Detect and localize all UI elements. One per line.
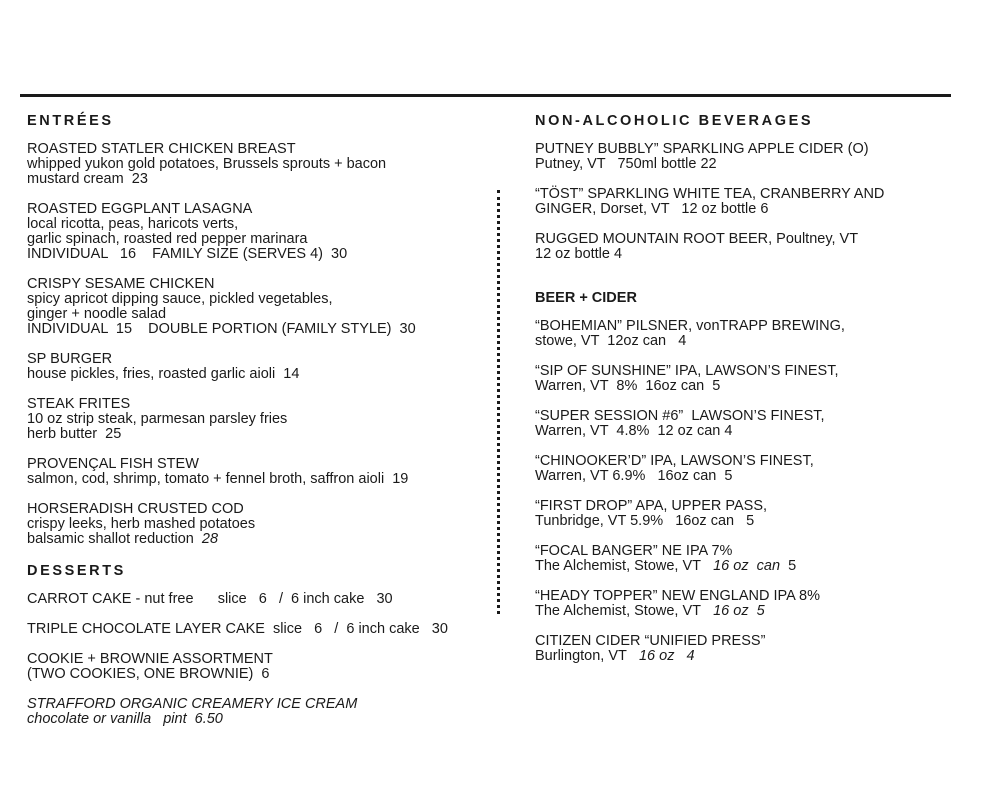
beer-first-drop (535, 499, 955, 529)
item-description: house pickles, fries, roasted garlic aioli 14 (27, 366, 300, 382)
menu-item-fish-stew (27, 457, 487, 487)
top-rule (20, 94, 951, 97)
item-name: STEAK FRITES (27, 396, 131, 412)
item-description: local ricotta, peas, haricots verts, (27, 216, 239, 232)
item-description: stowe, VT 12oz can 4 (535, 333, 687, 349)
item-description: 10 oz strip steak, parmesan parsley fries (27, 411, 288, 427)
item-price: INDIVIDUAL 15 DOUBLE PORTION (FAMILY STYLE) 30 (27, 321, 416, 337)
item-description: Warren, VT 4.8% 12 oz can 4 (535, 423, 733, 439)
beer-cider-heading: BEER + CIDER (535, 290, 637, 306)
item-description: Tunbridge, VT 5.9% 16oz can 5 (535, 513, 755, 529)
item-description: 12 oz bottle 4 (535, 246, 623, 262)
item-name: “TÖST” SPARKLING WHITE TEA, CRANBERRY AND (535, 186, 885, 202)
desserts-heading: DESSERTS (27, 563, 126, 579)
item-name: COOKIE + BROWNIE ASSORTMENT (27, 651, 273, 667)
item-name: “FOCAL BANGER” NE IPA 7% (535, 543, 733, 559)
beer-super-session (535, 409, 955, 439)
menu-item-steak-frites (27, 397, 487, 442)
right-column (535, 112, 955, 664)
item-size: 16 oz can (713, 558, 781, 574)
item-price: 5 (788, 558, 797, 574)
item-description (27, 532, 487, 547)
menu-item-ice-cream (27, 697, 487, 727)
menu-item-crusted-cod (27, 502, 487, 547)
entrees-heading: ENTRÉES (27, 113, 114, 129)
beer-focal-banger (535, 544, 955, 574)
item-description: chocolate or vanilla pint 6.50 (27, 711, 223, 727)
menu-item-eggplant-lasagna (27, 202, 487, 262)
item-description: crispy leeks, herb mashed potatoes (27, 516, 256, 532)
menu-item-sesame-chicken (27, 277, 487, 337)
beverage-root-beer (535, 232, 955, 262)
item-name: PUTNEY BUBBLY” SPARKLING APPLE CIDER (O) (535, 141, 869, 157)
non-alcoholic-heading: NON-ALCOHOLIC BEVERAGES (535, 113, 814, 129)
item-name: TRIPLE CHOCOLATE LAYER CAKE slice 6 / 6 inch cake 30 (27, 621, 448, 637)
beverage-putney-bubbly (535, 142, 955, 172)
item-description: whipped yukon gold potatoes, Brussels sprouts + bacon (27, 156, 387, 172)
item-name: “SUPER SESSION #6” LAWSON’S FINEST, (535, 408, 825, 424)
item-description (535, 649, 955, 664)
item-size: 16 oz 5 (713, 603, 765, 619)
item-description: salmon, cod, shrimp, tomato + fennel broth, saffron aioli 19 (27, 471, 409, 487)
item-description (535, 604, 955, 619)
item-description (535, 559, 955, 574)
item-price: 28 (201, 531, 219, 547)
column-divider (497, 190, 500, 614)
item-name: SP BURGER (27, 351, 113, 367)
beer-bohemian (535, 319, 955, 349)
item-name: CARROT CAKE - nut free slice 6 / 6 inch cake 30 (27, 591, 393, 607)
item-name: ROASTED STATLER CHICKEN BREAST (27, 141, 296, 157)
item-price: INDIVIDUAL 16 FAMILY SIZE (SERVES 4) 30 (27, 246, 348, 262)
item-name: “SIP OF SUNSHINE” IPA, LAWSON’S FINEST, (535, 363, 839, 379)
item-name: “BOHEMIAN” PILSNER, vonTRAPP BREWING, (535, 318, 845, 334)
left-column (27, 112, 487, 727)
beer-chinookerd (535, 454, 955, 484)
item-description-text: The Alchemist, Stowe, VT (535, 558, 702, 574)
menu-item-chicken-breast (27, 142, 487, 187)
item-description: Putney, VT 750ml bottle 22 (535, 156, 717, 172)
item-name: RUGGED MOUNTAIN ROOT BEER, Poultney, VT (535, 231, 859, 247)
beer-sip-of-sunshine (535, 364, 955, 394)
item-name: HORSERADISH CRUSTED COD (27, 501, 244, 517)
beverage-tost (535, 187, 955, 217)
item-name: PROVENÇAL FISH STEW (27, 456, 199, 472)
cider-unified-press (535, 634, 955, 664)
menu-item-carrot-cake (27, 592, 487, 607)
item-name: “CHINOOKER’D” IPA, LAWSON’S FINEST, (535, 453, 814, 469)
item-name: STRAFFORD ORGANIC CREAMERY ICE CREAM (27, 696, 358, 712)
menu-item-sp-burger (27, 352, 487, 382)
item-name: “HEADY TOPPER” NEW ENGLAND IPA 8% (535, 588, 820, 604)
item-name: CITIZEN CIDER “UNIFIED PRESS” (535, 633, 766, 649)
item-description: Warren, VT 8% 16oz can 5 (535, 378, 721, 394)
menu-item-cookie-brownie (27, 652, 487, 682)
item-description: Warren, VT 6.9% 16oz can 5 (535, 468, 733, 484)
beer-heady-topper (535, 589, 955, 619)
item-description: garlic spinach, roasted red pepper marinara (27, 231, 308, 247)
item-description: ginger + noodle salad (27, 306, 167, 322)
item-name: CRISPY SESAME CHICKEN (27, 276, 215, 292)
item-description: GINGER, Dorset, VT 12 oz bottle 6 (535, 201, 769, 217)
item-description: herb butter 25 (27, 426, 122, 442)
item-name: ROASTED EGGPLANT LASAGNA (27, 201, 253, 217)
item-description: (TWO COOKIES, ONE BROWNIE) 6 (27, 666, 270, 682)
item-name: “FIRST DROP” APA, UPPER PASS, (535, 498, 768, 514)
item-description: spicy apricot dipping sauce, pickled vegetables, (27, 291, 333, 307)
item-description-text: balsamic shallot reduction (27, 531, 194, 547)
item-size: 16 oz 4 (638, 648, 695, 664)
menu-item-chocolate-cake (27, 622, 487, 637)
item-description-text: Burlington, VT (535, 648, 627, 664)
item-description-text: The Alchemist, Stowe, VT (535, 603, 702, 619)
item-description: mustard cream 23 (27, 171, 148, 187)
